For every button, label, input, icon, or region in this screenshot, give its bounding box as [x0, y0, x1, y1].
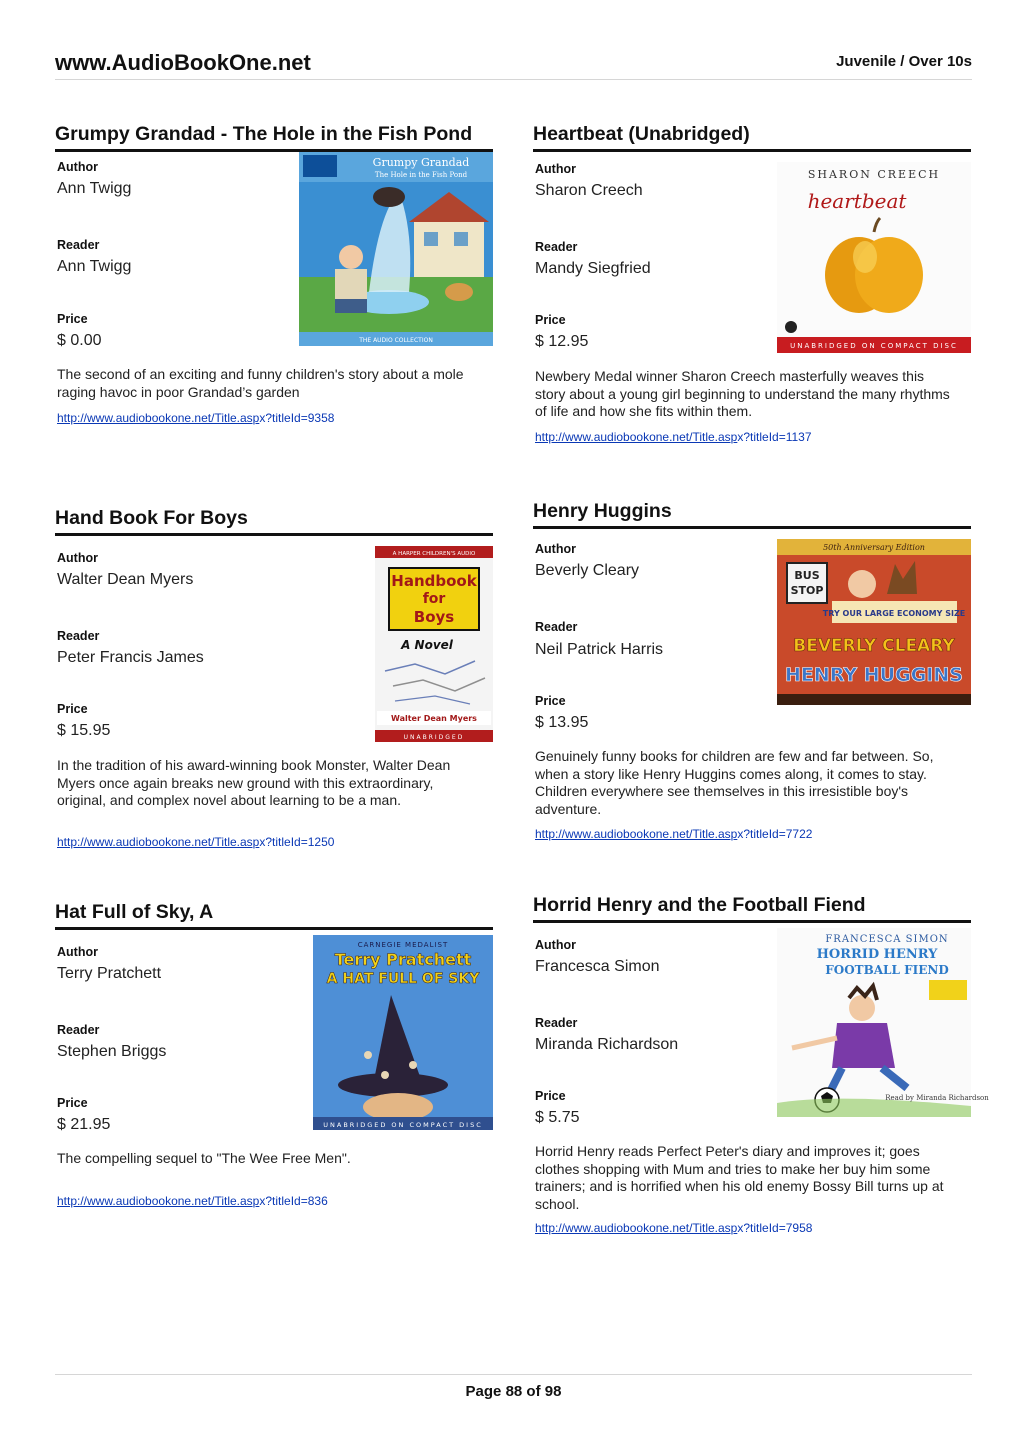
link-underlined[interactable]: http://www.audiobookone.net/Title.asp [57, 411, 260, 425]
reader-label: Reader [57, 629, 100, 643]
link-underlined[interactable]: http://www.audiobookone.net/Title.asp [57, 835, 260, 849]
author-label: Author [57, 160, 98, 174]
book-cover [299, 152, 493, 346]
cover-author: SHARON CREECH [807, 168, 941, 181]
reader-value: Neil Patrick Harris [535, 641, 664, 658]
book-link[interactable] [57, 1194, 328, 1208]
cover-top: CARNEGIE MEDALIST [357, 941, 449, 949]
link-underlined[interactable]: http://www.audiobookone.net/Title.asp [535, 430, 738, 444]
author-value: Walter Dean Myers [57, 571, 194, 588]
cover-footer: THE AUDIO COLLECTION [359, 337, 433, 344]
link-rest[interactable]: x?titleId=7958 [737, 1221, 813, 1235]
author-value: Sharon Creech [535, 182, 643, 199]
book-description: The second of an exciting and funny children's story about a mole raging havoc in poor Grandad’s garden [57, 366, 464, 400]
author-value: Terry Pratchett [57, 965, 162, 982]
reader-value: Mandy Siegfried [535, 260, 651, 277]
reader-label: Reader [535, 1016, 578, 1030]
book-title: Horrid Henry and the Football Fiend [533, 893, 971, 923]
cover-line1: Handbook [391, 572, 477, 590]
book-cover [375, 546, 493, 742]
reader-label: Reader [57, 1023, 100, 1037]
book-link[interactable] [57, 411, 334, 425]
author-label: Author [535, 938, 576, 952]
price-value: $ 21.95 [57, 1116, 111, 1133]
book-description: Genuinely funny books for children are few and far between. So, when a story like Henry Huggins comes along, it comes to stay. Children everywhere see themselves in this irresistible boy's adventure. [535, 748, 934, 817]
link-underlined[interactable]: http://www.audiobookone.net/Title.asp [535, 827, 738, 841]
author-label: Author [57, 551, 98, 565]
reader-value: Miranda Richardson [535, 1036, 679, 1053]
price-label: Price [57, 702, 88, 716]
price-value: $ 0.00 [57, 332, 102, 349]
link-rest[interactable]: x?titleId=836 [259, 1194, 328, 1208]
price-label: Price [57, 312, 88, 326]
cover-top: A HARPER CHILDREN'S AUDIO [392, 551, 476, 557]
cover-sign2: STOP [790, 584, 824, 597]
book-link[interactable] [535, 827, 812, 841]
cover-subtitle: The Hole in the Fish Pond [374, 171, 468, 179]
author-label: Author [57, 945, 98, 959]
book-entry [533, 499, 971, 841]
author-value: Beverly Cleary [535, 562, 640, 579]
price-value: $ 5.75 [535, 1109, 580, 1126]
book-entry [533, 893, 989, 1235]
book-entry [533, 122, 971, 444]
cover-author: Terry Pratchett [334, 950, 472, 969]
cover-title2: FOOTBALL FIEND [825, 963, 949, 977]
page-header [55, 48, 972, 80]
book-link[interactable] [535, 430, 812, 444]
cover-title: Grumpy Grandad [372, 156, 470, 169]
reader-label: Reader [57, 238, 100, 252]
book-description: The compelling sequel to "The Wee Free Men". [57, 1150, 351, 1166]
book-link[interactable] [535, 1221, 812, 1235]
link-rest[interactable]: x?titleId=1250 [259, 835, 335, 849]
price-label: Price [535, 1089, 566, 1103]
reader-label: Reader [535, 620, 578, 634]
reader-value: Ann Twigg [57, 258, 132, 275]
book-title: Grumpy Grandad - The Hole in the Fish Pond [55, 122, 493, 152]
author-value: Francesca Simon [535, 958, 660, 975]
book-description: Horrid Henry reads Perfect Peter's diary and improves it; goes clothes shopping with Mum and tries to make her buy him some trainers; and is horrified when his old enemy Bossy Bill turns up at school. [535, 1143, 944, 1212]
cover-reader: Read by Miranda Richardson [885, 1094, 989, 1102]
book-entry [55, 506, 493, 849]
cover-footer: UNABRIDGED [403, 734, 465, 741]
page-number: Page 88 of 98 [465, 1383, 562, 1400]
reader-value: Stephen Briggs [57, 1043, 167, 1060]
link-rest[interactable]: x?titleId=9358 [259, 411, 335, 425]
page-footer [55, 1374, 972, 1400]
cover-title1: HORRID HENRY [816, 947, 938, 962]
link-rest[interactable]: x?titleId=7722 [737, 827, 813, 841]
book-description: In the tradition of his award-winning book Monster, Walter Dean Myers once again breaks new ground with this extraordinary, original, and complex novel about learning to be a man. [57, 757, 451, 808]
author-label: Author [535, 162, 576, 176]
price-value: $ 13.95 [535, 714, 589, 731]
cover-banner: TRY OUR LARGE ECONOMY SIZE [822, 609, 966, 618]
price-label: Price [535, 694, 566, 708]
book-cover [313, 935, 493, 1130]
book-cover [777, 928, 989, 1117]
book-cover [777, 162, 971, 353]
site-name[interactable]: www.AudioBookOne.net [55, 50, 311, 75]
author-value: Ann Twigg [57, 180, 132, 197]
price-value: $ 12.95 [535, 333, 589, 350]
cover-author: BEVERLY CLEARY [793, 636, 955, 656]
book-link[interactable] [57, 835, 334, 849]
cover-author: FRANCESCA SIMON [825, 934, 949, 945]
category-label: Juvenile / Over 10s [836, 53, 972, 70]
cover-novel: A Novel [401, 638, 453, 652]
link-rest[interactable]: x?titleId=1137 [737, 430, 812, 444]
price-label: Price [57, 1096, 88, 1110]
book-title: Heartbeat (Unabridged) [533, 122, 971, 152]
reader-label: Reader [535, 240, 578, 254]
cover-footer: UNABRIDGED ON COMPACT DISC [323, 1121, 483, 1129]
book-title: Hand Book For Boys [55, 506, 493, 536]
author-label: Author [535, 542, 576, 556]
cover-line3: Boys [413, 608, 455, 626]
book-cover [777, 539, 971, 705]
link-underlined[interactable]: http://www.audiobookone.net/Title.asp [57, 1194, 260, 1208]
cover-line2: for [422, 591, 446, 607]
link-underlined[interactable]: http://www.audiobookone.net/Title.asp [535, 1221, 738, 1235]
cover-sign1: BUS [794, 569, 820, 582]
cover-author: Walter Dean Myers [391, 714, 477, 723]
cover-title: A HAT FULL OF SKY [326, 971, 480, 987]
price-value: $ 15.95 [57, 722, 111, 739]
book-title: Hat Full of Sky, A [55, 900, 493, 930]
cover-title: HENRY HUGGINS [785, 664, 963, 686]
cover-title: heartbeat [807, 189, 907, 213]
price-label: Price [535, 313, 566, 327]
cover-top: 50th Anniversary Edition [823, 543, 925, 552]
reader-value: Peter Francis James [57, 649, 204, 666]
cover-footer: UNABRIDGED ON COMPACT DISC [790, 342, 958, 350]
book-entry [55, 900, 493, 1208]
book-title: Henry Huggins [533, 499, 971, 529]
book-entry [55, 122, 493, 425]
book-description: Newbery Medal winner Sharon Creech masterfully weaves this story about a young girl beginning to understand the many rhythms of life and how she fits within them. [535, 368, 950, 419]
